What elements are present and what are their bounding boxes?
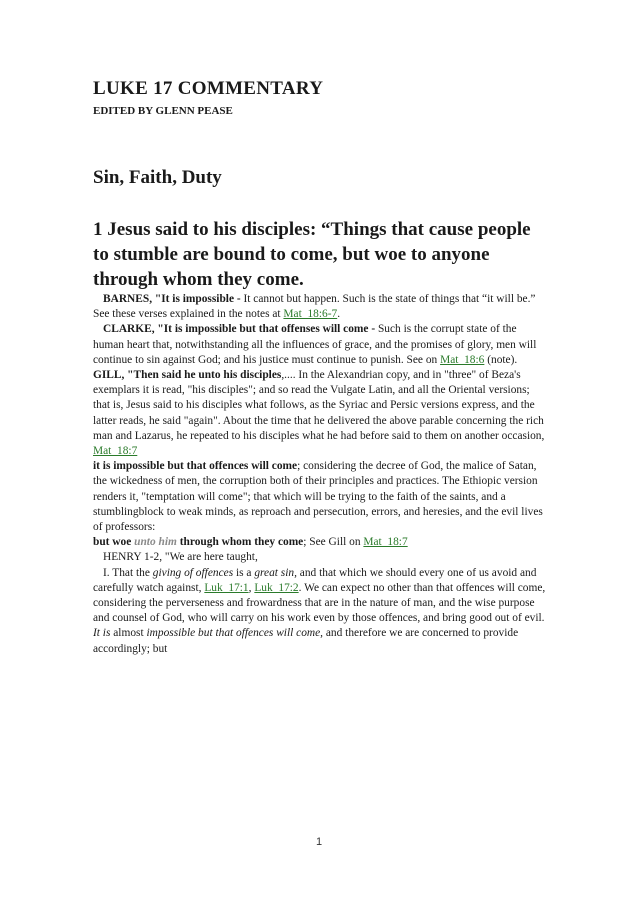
barnes-end: . — [337, 308, 341, 321]
gill2-lead: it is impossible but that offences will come — [93, 460, 298, 473]
henry-t7: and therefore we are concerned to provide accordingly; but — [93, 627, 519, 655]
gill-paragraph-2 — [93, 459, 546, 535]
gill1-text: ,.... In the Alexandrian copy, and in "three" of Beza's exemplars it is read, "his disciples"; and so read the Vulgate Latin, and all the Oriental versions; that is, Jesus said to his disciples what follows, as the Syriac and Persic versions express, and the latter reads, he said "again". About the time that he delivered the above parable concerning the rich man and Lazarus, he repeated to his disciples what he had before said to them on another occasion, — [93, 369, 545, 442]
henry-i3: It is — [93, 627, 111, 640]
barnes-text: It cannot but happen. Such is the state of things that “it will be.” See these verses explained in the notes at — [93, 293, 536, 321]
gill1-link[interactable]: Mat_18:7 — [93, 445, 138, 458]
henry-i2: great sin, — [254, 566, 297, 579]
henry-link-2[interactable]: Luk_17:2 — [254, 581, 299, 594]
henry-t6: almost — [110, 627, 147, 640]
henry-t1: I. That the — [103, 566, 153, 579]
gill2-text: ; considering the decree of God, the malice of Satan, the wickedness of men, the corruption both of their principles and practices. The Ethiopic version renders it, "temptation will come"; that which will be trying to the faith of the saints, and a stumblingblock to weak minds, as reproach and persecution, errors, and heresies, and the evil lives of professors: — [93, 460, 543, 534]
henry-intro — [93, 550, 546, 565]
henry-point-1 — [93, 566, 546, 657]
gill3-lead: but woe — [93, 536, 135, 549]
henry-i4: impossible but that offences will come, — [146, 627, 324, 640]
henry-t4: , — [248, 581, 255, 594]
document-title: LUKE 17 COMMENTARY — [93, 78, 324, 99]
henry-t2: is a — [233, 566, 255, 579]
clarke-lead: CLARKE, "It is impossible but that offenses will come - — [103, 323, 376, 336]
barnes-lead: BARNES, "It is impossible - — [103, 293, 241, 305]
henry-t3: and that which we should every one of us avoid and carefully watch against, — [93, 566, 537, 594]
clarke-link[interactable]: Mat_18:6 — [440, 353, 485, 366]
henry-i1: giving of offences — [152, 566, 234, 579]
editor-line: EDITED BY GLENN PEASE — [93, 105, 233, 117]
verse-text: 1 Jesus said to his disciples: “Things that cause people to stumble are bound to come, but woe to anyone through whom they come. — [93, 219, 531, 290]
gill3-text: ; See Gill on — [303, 536, 364, 549]
clarke-end: (note). — [484, 353, 518, 366]
henry-t5: . We can expect no other than that offences will come, considering the perverseness and frowardness that are in the nature of man, and the wise purpose and counsel of God, who will carry on his work even by those offences, and bring good out of evil. — [93, 581, 546, 625]
gill3-emphasis: unto him — [134, 536, 177, 549]
henry-lead: HENRY 1-2, " — [103, 551, 170, 564]
henry-link-1[interactable]: Luk_17:1 — [204, 581, 249, 594]
gill-paragraph-3 — [93, 535, 546, 550]
gill3-lead2: through whom they come — [176, 536, 304, 549]
gill1-lead: GILL, "Then said he unto his disciples — [93, 369, 282, 382]
barnes-link[interactable]: Mat_18:6-7 — [283, 308, 338, 321]
section-title: Sin, Faith, Duty — [93, 167, 222, 188]
gill-paragraph-1 — [93, 368, 546, 459]
gill3-link[interactable]: Mat_18:7 — [363, 536, 408, 549]
clarke-text: Such is the corrupt state of the human heart that, notwithstanding all the influences of grace, and the promises of glory, men will continue to sin against God; and his justice must continue to punish. See on — [93, 323, 537, 366]
page-number: 1 — [315, 836, 323, 848]
barnes-paragraph — [93, 292, 546, 322]
henry-text: We are here taught, — [169, 551, 258, 564]
clarke-paragraph — [93, 322, 546, 368]
